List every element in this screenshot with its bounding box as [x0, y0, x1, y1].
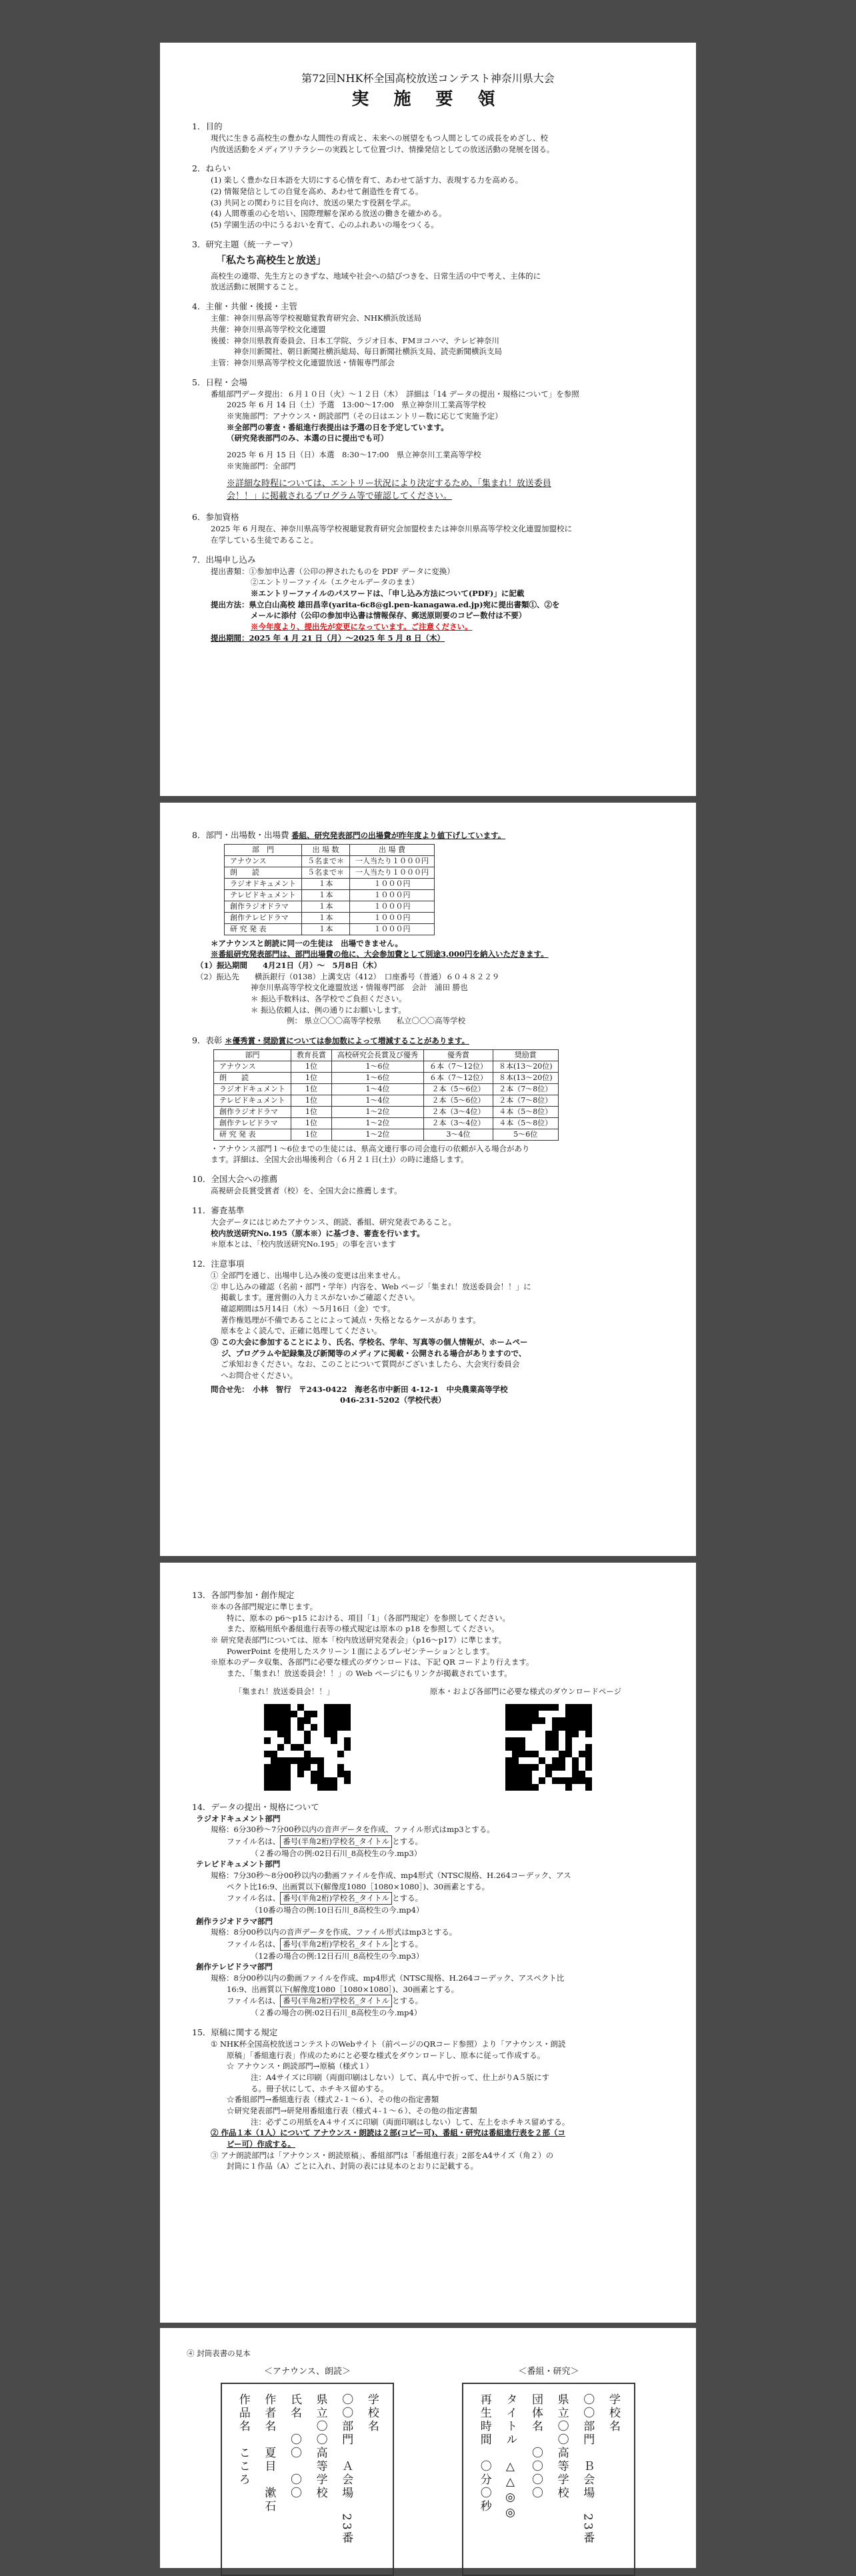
- section-heading: 15．原稿に関する規定: [192, 2027, 278, 2037]
- table-row: [225, 901, 435, 912]
- table-row: [225, 912, 435, 923]
- table-cell: ５名まで＊: [302, 856, 350, 867]
- filename-format: 番号(半角2桁)学校名_タイトル: [280, 1892, 392, 1905]
- paragraph-line: ※本の各部門規定に準じます。: [211, 1602, 318, 1612]
- section-heading: 3．研究主題（統一テーマ）: [192, 239, 297, 249]
- table-cell: ２本（5～6位）: [424, 1095, 493, 1106]
- table-cell: 1位: [291, 1083, 332, 1095]
- paragraph-line: 2025 年 6 月 14 日（土）予選 13:00～17:00 県立神奈川工業高等学校: [227, 400, 486, 410]
- table-cell: 研 究 発 表: [214, 1129, 291, 1140]
- paragraph-line: ※全部門の審査・番組進行表提出は予選の日を予定しています。: [227, 422, 449, 432]
- paragraph-line: ＊ 振込手数料は、各学校でご負担ください。: [251, 993, 407, 1003]
- paragraph-line: （研究発表部門のみ、本選の日に提出でも可）: [227, 433, 389, 443]
- list-item: 注：必ずこの用紙をA４サイズに印刷（両面印刷はしない）して、左上をホチキス留めする。: [251, 2117, 570, 2127]
- paragraph-line: 例： 県立〇〇〇高等学校県 私立〇〇〇高等学校: [287, 1016, 466, 1026]
- table-cell: テレビドキュメント: [214, 1095, 291, 1106]
- paragraph-line: 2025 年 6 月現在、神奈川県高等学校視聴覚教育研究会加盟校または神奈川県高等学校文化連盟加盟校に: [211, 524, 573, 534]
- list-item: (5) 学園生活の中にうるおいを育て、心のふれあいの場をつくる。: [211, 220, 439, 230]
- table-cell: ラジオドキュメント: [225, 878, 302, 889]
- list-item: ② 申し込みの確認（名前・部門・学年）内容を、Web ページ「集まれ！放送委員会！！」に: [211, 1281, 531, 1291]
- section-heading: 5．日程・会場: [192, 377, 247, 387]
- table-cell: ６本（7～12位）: [424, 1061, 493, 1073]
- table-cell: ８本(13～20位): [493, 1061, 559, 1073]
- paragraph-line: 会！！」に掲載されるプログラム等で確認してください。: [227, 491, 452, 502]
- list-item: 封筒に１作品（A）ごとに入れ、封筒の表には見本のとおりに記載する。: [227, 2161, 478, 2171]
- subsection-heading: ラジオドキュメント部門: [196, 1813, 281, 1823]
- qr-caption-left: 「集まれ！放送委員会！！」: [234, 1686, 335, 1696]
- section-heading: 13．各部門参加・創作規定: [192, 1590, 295, 1600]
- table-cell: １本: [302, 901, 350, 912]
- table-cell: １０００円: [350, 912, 435, 923]
- paragraph-line: 共催：神奈川県高等学校文化連盟: [211, 324, 326, 334]
- paragraph-line: 番組部門データ提出：６月１０日（火）～１２日（木） 詳細は「14 データの提出・規格について」を参照: [211, 389, 579, 399]
- table-cell: 1～4位: [332, 1083, 424, 1095]
- filename-format: 番号(半角2桁)学校名_タイトル: [280, 1835, 392, 1848]
- table-cell: 1位: [291, 1106, 332, 1117]
- table-cell: 3～4位: [424, 1129, 493, 1140]
- table-cell: ２本（7～8位）: [493, 1083, 559, 1095]
- paragraph-line: 大会データにはじめたアナウンス、朗読、番組、研究発表であること。: [211, 1217, 456, 1227]
- list-item: (2) 情報発信としての自覚を高め、あわせて創造性を育てる。: [211, 187, 423, 197]
- envelope-sample-program: [462, 2366, 635, 2576]
- table-cell: 1位: [291, 1073, 332, 1084]
- paragraph-line: （1）振込期間 4月21日（月）～ 5月8日（木）: [196, 960, 382, 970]
- table-cell: 一人当たり１０００円: [350, 867, 435, 879]
- paragraph-line: 特に、原本の p6～p15 における、項目「1」（各部門規定）を参照してください。: [227, 1613, 511, 1623]
- paragraph-line: 神奈川新聞社、朝日新聞社横浜総局、毎日新聞社横浜支局、読売新聞横浜支局: [211, 347, 502, 357]
- list-item: ① 全部門を通じ、出場申し込み後の変更は出来ません。: [211, 1271, 405, 1281]
- paragraph-line: 規格：6分30秒～7分00秒以内の音声データを作成、ファイル形式はmp3とする。: [211, 1825, 495, 1835]
- envelope-line: 学校名: [365, 2393, 379, 2433]
- table-cell: 1～2位: [332, 1106, 424, 1117]
- table-header: 部門: [214, 1050, 291, 1061]
- paragraph-line: ファイル名は、: [227, 1939, 281, 1949]
- paragraph-line: 内放送活動をメディアリテラシーの実践として位置づけ、情操発信としての放送活動の発展を図る。: [211, 144, 555, 154]
- table-row: [214, 1073, 559, 1084]
- paragraph-line: 現代に生きる高校生の豊かな人間性の育成と、未来への展望をもつ人間としての成長をめざし、校: [211, 133, 548, 143]
- table-cell: 朗 読: [225, 867, 302, 879]
- list-item: ② 作品１本（1人）について アナウンス・朗読は２部(コピー可)、番組・研究は番組進行表を２部（コ: [211, 2128, 565, 2138]
- filename-format: 番号(半角2桁)学校名_タイトル: [280, 1995, 392, 2007]
- paragraph-line: （２番の場合の例:02日石川_8高校生の今.mp4）: [251, 2008, 422, 2018]
- sample-caption: ＜アナウンス、朗読＞: [263, 2366, 351, 2377]
- table-cell: ２本（5～6位）: [424, 1083, 493, 1095]
- table-header: 奨励賞: [493, 1050, 559, 1061]
- envelope-line: 氏名 〇〇 〇〇: [288, 2393, 301, 2500]
- list-item: ☆研究発表部門→研発用番組進行表（様式４-１～６）、その他の指定書類: [227, 2105, 477, 2115]
- paragraph-line: 16:9、出画質以下(解像度1080［1080×1080］)、30画素とする。: [227, 1984, 459, 1994]
- table-cell: １０００円: [350, 901, 435, 912]
- paragraph-line: ペクト比16:9、出画質以下(解像度1080［1080×1080］)、30画素とする。: [227, 1881, 490, 1891]
- table-cell: １本: [302, 889, 350, 901]
- paragraph-line: （２番の場合の例:02日石川_8高校生の今.mp3）: [251, 1848, 422, 1858]
- table-cell: ２本（7～8位）: [493, 1095, 559, 1106]
- paragraph-line: ＊原本とは、「校内放送研究No.195」の事を言います: [211, 1239, 397, 1249]
- notice-text: ＊優秀賞・奨励賞については参加数によって増減することがあります。: [225, 1036, 469, 1045]
- list-item: る。冊子状にして、ホチキス留めする。: [251, 2083, 389, 2093]
- paragraph-line: （12番の場合の例:12日石川_8高校生の今.mp3）: [251, 1951, 424, 1961]
- section-heading: 11．審査基準: [192, 1205, 245, 1215]
- qr-caption-right: 原本・および各部門に必要な様式のダウンロードページ: [429, 1686, 622, 1696]
- table-header: 出 場 費: [350, 845, 435, 856]
- table-cell: ４本（5～8位）: [493, 1117, 559, 1129]
- table-cell: 1～2位: [332, 1117, 424, 1129]
- paragraph-line: PowerPoint を使用したスクリーン１面によるプレゼンテーションとします。: [227, 1646, 495, 1656]
- paragraph-line: ます。詳細は、全国大会出場後利合（６月２１日(土)）の時に連絡します。: [211, 1155, 469, 1165]
- theme-title: 「私たち高校生と放送」: [216, 253, 327, 266]
- list-item: ① NHK杯全国高校放送コンテストのWebサイト（前ページのQRコード参照）より「アナウンス・朗読: [211, 2039, 566, 2049]
- subsection-heading: テレビドキュメント部門: [196, 1859, 281, 1869]
- table-header: 高校研究会長賞及び優秀: [332, 1050, 424, 1061]
- paragraph-line: とする。: [392, 1996, 423, 2006]
- table-row: [214, 1095, 559, 1106]
- paragraph-line: メールに添付（公印の参加申込書は情報保存、郵送原則要のコピー数付は不要）: [251, 611, 527, 621]
- table-cell: １本: [302, 878, 350, 889]
- paragraph-line: ・アナウンス部門１～6位までの生徒には、県高文連行事の司会進行の依頼が入る場合があり: [211, 1143, 530, 1153]
- paragraph-line: ②エントリーファイル（エクセルデータのまま）: [251, 577, 419, 587]
- section-heading: 1．目的: [192, 121, 223, 131]
- table-cell: １０００円: [350, 889, 435, 901]
- paragraph-line: ファイル名は、: [227, 1836, 281, 1846]
- table-cell: 1～6位: [332, 1073, 424, 1084]
- list-item: ☆番組部門→番組進行表（様式２-１～６）、その他の指定書類: [227, 2095, 439, 2105]
- paragraph-line: とする。: [392, 1836, 423, 1846]
- table-cell: 創作ラジオドラマ: [225, 901, 302, 912]
- table-cell: 創作ラジオドラマ: [214, 1106, 291, 1117]
- section-heading: 14．データの提出・規格について: [192, 1801, 319, 1812]
- list-item: (4) 人間尊重の心を培い、国際理解を深める放送の働きを確かめる。: [211, 209, 447, 219]
- paragraph-line: 提出書類：①参加申込書（公印の押されたものを PDF データに変換）: [211, 566, 455, 576]
- paragraph-line: 規格：7分30秒～8分00秒以内の動画ファイルを作成、mp4形式（NTSC規格、H.264コーデック、アス: [211, 1870, 571, 1880]
- section-heading: 4．主催・共催・後援・主管: [192, 301, 297, 312]
- page-2: [160, 803, 696, 1556]
- envelope-line: 作者名 夏目 漱石: [262, 2393, 276, 2513]
- table-cell: １本: [302, 923, 350, 935]
- paragraph-line: ファイル名は、: [227, 1996, 281, 2006]
- table-row: [225, 878, 435, 889]
- sample-caption: ＜番組・研究＞: [518, 2366, 579, 2377]
- document-title: 第72回NHK杯全国高校放送コンテスト神奈川県大会: [301, 72, 555, 85]
- envelope-line: 再生時間 〇分〇秒: [477, 2393, 491, 2513]
- envelope-line: 県立〇〇高等学校: [555, 2393, 569, 2500]
- table-row: [225, 867, 435, 879]
- section-heading: 8．部門・出場数・出場費: [192, 830, 289, 840]
- paragraph-line: 在学している生徒であること。: [211, 535, 318, 545]
- section-heading: 2．ねらい: [192, 163, 231, 174]
- list-item: 原稿」「番組進行表」作成のためにと必要な様式をダウンロードし、原本に従って作成する。: [227, 2050, 545, 2060]
- list-item: ☆ アナウンス・朗読部門→原稿（様式１）: [227, 2061, 373, 2071]
- paragraph-line: ＊アナウンスと朗読に同一の生徒は 出場できません。: [211, 938, 403, 948]
- list-item: 原本をよく読んで、正確に処理してください。: [211, 1326, 382, 1336]
- table-row: [214, 1129, 559, 1140]
- list-item: ジ、プログラムや記録集及び新聞等のメディアに掲載・公開される場合がありますので、: [211, 1348, 527, 1358]
- page-3: [160, 1563, 696, 2323]
- table-cell: ５名まで＊: [302, 867, 350, 879]
- section-heading: ④ 封筒表書の見本: [187, 2349, 251, 2358]
- award-table: [213, 1049, 559, 1141]
- paragraph-line: 神奈川県高等学校文化連盟放送・情報専門部 会計 浦田 勝也: [251, 983, 468, 993]
- list-item: (1) 楽しく豊かな日本語を大切にする心情を育て、あわせて話す力、表現する力を高める。: [211, 175, 523, 185]
- contact-phone: 046-231-5202（学校代表）: [340, 1395, 446, 1405]
- fee-table: [224, 844, 435, 935]
- section-heading: 12．注意事項: [192, 1258, 245, 1269]
- table-row: [214, 1083, 559, 1095]
- table-cell: １０００円: [350, 923, 435, 935]
- table-header: 優秀賞: [424, 1050, 493, 1061]
- table-cell: 一人当たり１０００円: [350, 856, 435, 867]
- table-cell: １０００円: [350, 878, 435, 889]
- table-cell: 1～2位: [332, 1129, 424, 1140]
- table-cell: 1～6位: [332, 1061, 424, 1073]
- notice-text: 番組、研究発表部門の出場費が昨年度より値下げしています。: [291, 831, 506, 840]
- table-header: 教育長賞: [291, 1050, 332, 1061]
- envelope-line: 県立〇〇高等学校: [313, 2393, 327, 2500]
- paragraph-line: とする。: [392, 1893, 423, 1903]
- table-cell: 創作テレビドラマ: [214, 1117, 291, 1129]
- table-row: [214, 1061, 559, 1073]
- table-row: [214, 1117, 559, 1129]
- list-item: へお問合せください。: [211, 1371, 298, 1381]
- list-item: 注：A4サイズに印刷（両面印刷はしない）して、真ん中で折って、仕上がりA５版にす: [251, 2072, 550, 2082]
- paragraph-line: また、原稿用紙や番組進行表等の様式規定は原本の p18 を参照してください。: [227, 1624, 499, 1634]
- qr-code-icon[interactable]: [261, 1701, 353, 1793]
- paragraph-line: ※詳細な時程については、エントリー状況により決定するため、「集まれ！放送委員: [227, 479, 551, 489]
- paragraph-line: （10番の場合の例:10日石川_8高校生の今.mp4）: [251, 1905, 424, 1915]
- section-heading: 6．参加資格: [192, 512, 239, 523]
- paragraph-line: ※エントリーファイルのパスワードは、「申し込み方法について(PDF)」に記載: [251, 588, 525, 598]
- list-item: ご承知おきください。なお、このことについて質問がございましたら、大会実行委員会: [211, 1359, 520, 1369]
- envelope-line: 〇〇部門 Ｂ会場 23番: [581, 2393, 595, 2545]
- table-cell: アナウンス: [214, 1061, 291, 1073]
- paragraph-line: ※番組研究発表部門は、部門出場費の他に、大会参加費として別途3,000円を納入いただきます。: [211, 949, 549, 959]
- subsection-heading: 創作テレビドラマ部門: [196, 1962, 273, 1972]
- paragraph-line: 提出期間：2025 年 4 月 21 日（月）～2025 年 5 月 8 日（木）: [211, 633, 445, 643]
- paragraph-line: ※ 研究発表部門については、原本「校内放送研究発表会」（p16～p17）に準じます。: [211, 1635, 507, 1645]
- table-row: [225, 889, 435, 901]
- list-item: ③ この大会に参加することにより、氏名、学校名、学年、写真等の個人情報が、ホームペー: [211, 1337, 528, 1347]
- envelope-sample-announce: [221, 2366, 394, 2576]
- table-cell: 創作テレビドラマ: [225, 912, 302, 923]
- filename-format: 番号(半角2桁)学校名_タイトル: [280, 1938, 392, 1951]
- envelope-line: 団体名 〇〇〇〇: [529, 2393, 543, 2500]
- warning-text: ※今年度より、提出先が変更になっています。ご注意ください。: [251, 622, 473, 631]
- table-cell: 1位: [291, 1095, 332, 1106]
- document-subtitle: 実 施 要 領: [351, 89, 505, 110]
- table-row: [225, 923, 435, 935]
- section-heading: 7．出場申し込み: [192, 554, 256, 565]
- page-4: [160, 2328, 696, 2568]
- table-row: [214, 1106, 559, 1117]
- list-item: (3) 共同との関わりに目を向け、放送の果たす役割を学ぶ。: [211, 197, 416, 207]
- paragraph-line: 高視研会長賞受賞者（校）を、全国大会に推薦します。: [211, 1186, 402, 1196]
- paragraph-line: とする。: [392, 1939, 423, 1949]
- table-cell: 1～4位: [332, 1095, 424, 1106]
- paragraph-line: 後援：神奈川県教育委員会、日本工学院、ラジオ日本、FMヨコハマ、テレビ神奈川: [211, 335, 499, 345]
- page-1: [160, 43, 696, 796]
- paragraph-line: 主催：神奈川県高等学校視聴覚教育研究会、NHK横浜放送局: [211, 313, 422, 323]
- table-cell: 5～6位: [493, 1129, 559, 1140]
- paragraph-line: 高校生の連帯、先生方とのきずな、地域や社会への結びつきを、日常生活の中で考え、主体的に: [211, 271, 541, 281]
- list-item: 確認期間は5月14日（水）～5月16日（金）です。: [211, 1304, 395, 1314]
- envelope-line: タイトル △△◎◎: [503, 2393, 517, 2521]
- paragraph-line: 規格：8分00秒以内の音声データを作成、ファイル形式はmp3とする。: [211, 1927, 457, 1937]
- table-cell: ８本(13～20位): [493, 1073, 559, 1084]
- table-cell: 研 究 発 表: [225, 923, 302, 935]
- paragraph-line: 放送活動に展開すること。: [211, 282, 303, 292]
- table-cell: ４本（5～8位）: [493, 1106, 559, 1117]
- table-row: [225, 856, 435, 867]
- paragraph-line: （2）振込先 横浜銀行（0138）上溝支店（412） 口座番号（普通）６０４８２２９: [196, 971, 500, 981]
- envelope-line: 〇〇部門 Ａ会場 23番: [339, 2393, 353, 2545]
- paragraph-line: 規格：8分00秒以内の動画ファイルを作成、mp4形式（NTSC規格、H.264コーデック、アスペクト比: [211, 1973, 565, 1983]
- contact-info: 問合せ先： 小林 智行 〒243-0422 海老名市中新田 4-12-1 中央農業高等学校: [211, 1384, 508, 1394]
- list-item: ピー可）作成する。: [227, 2139, 296, 2149]
- table-cell: アナウンス: [225, 856, 302, 867]
- section-heading: 9．表彰: [192, 1035, 223, 1045]
- paragraph-line: ※実施部門：アナウンス・朗読部門（その日はエントリー数に応じて実施予定）: [227, 411, 503, 421]
- list-item: 掲載します。運営側の入力ミスがないかご確認ください。: [211, 1293, 420, 1303]
- table-cell: 1位: [291, 1129, 332, 1140]
- table-cell: ２本（3～4位）: [424, 1106, 493, 1117]
- table-cell: １本: [302, 912, 350, 923]
- paragraph-line: 2025 年 6 月 15 日（日）本選 8:30～17:00 県立神奈川工業高等学校: [227, 450, 481, 460]
- paragraph-line: また、「集まれ！放送委員会！！」の Web ページにもリンクが掲載されています。: [227, 1669, 512, 1679]
- section-heading: 10．全国大会への推薦: [192, 1173, 278, 1184]
- table-cell: 1位: [291, 1061, 332, 1073]
- envelope-line: 作品名 こころ: [236, 2393, 250, 2487]
- paragraph-line: ファイル名は、: [227, 1893, 281, 1903]
- paragraph-line: 校内放送研究No.195（原本※）に基づき、審査を行います。: [211, 1228, 425, 1238]
- table-header: 部 門: [225, 845, 302, 856]
- table-cell: 朗 読: [214, 1073, 291, 1084]
- subsection-heading: 創作ラジオドラマ部門: [196, 1916, 273, 1926]
- paragraph-line: ＊ 振込依頼人は、例の通りにお願いします。: [251, 1005, 406, 1015]
- table-header: 出 場 数: [302, 845, 350, 856]
- table-cell: ２本（3～4位）: [424, 1117, 493, 1129]
- qr-code-icon[interactable]: [503, 1701, 595, 1793]
- paragraph-line: 主管：神奈川県高等学校文化連盟放送・情報専門部会: [211, 357, 395, 367]
- list-item: ③ アナ朗読部門は「アナウンス・朗読原稿」、番組部門は「番組進行表」2部をA4サイズ（角２）の: [211, 2150, 554, 2160]
- list-item: 著作権処理が不備であることによって減点・失格となるケースがあります。: [211, 1315, 481, 1325]
- table-cell: 1位: [291, 1117, 332, 1129]
- paragraph-line: ※実施部門：全部門: [227, 461, 296, 471]
- table-cell: ラジオドキュメント: [214, 1083, 291, 1095]
- paragraph-line: 提出方法：県立白山高校 雄田昌幸(yarita-6c8@gl.pen-kanagawa.ed.jp)宛に提出書類①、②を: [211, 599, 560, 609]
- table-cell: テレビドキュメント: [225, 889, 302, 901]
- paragraph-line: ※原本のデータ収集、各部門に必要な様式のダウンロードは、下記 QR コードより行えます。: [211, 1657, 534, 1667]
- envelope-line: 学校名: [606, 2393, 620, 2433]
- table-cell: ６本（7～12位）: [424, 1073, 493, 1084]
